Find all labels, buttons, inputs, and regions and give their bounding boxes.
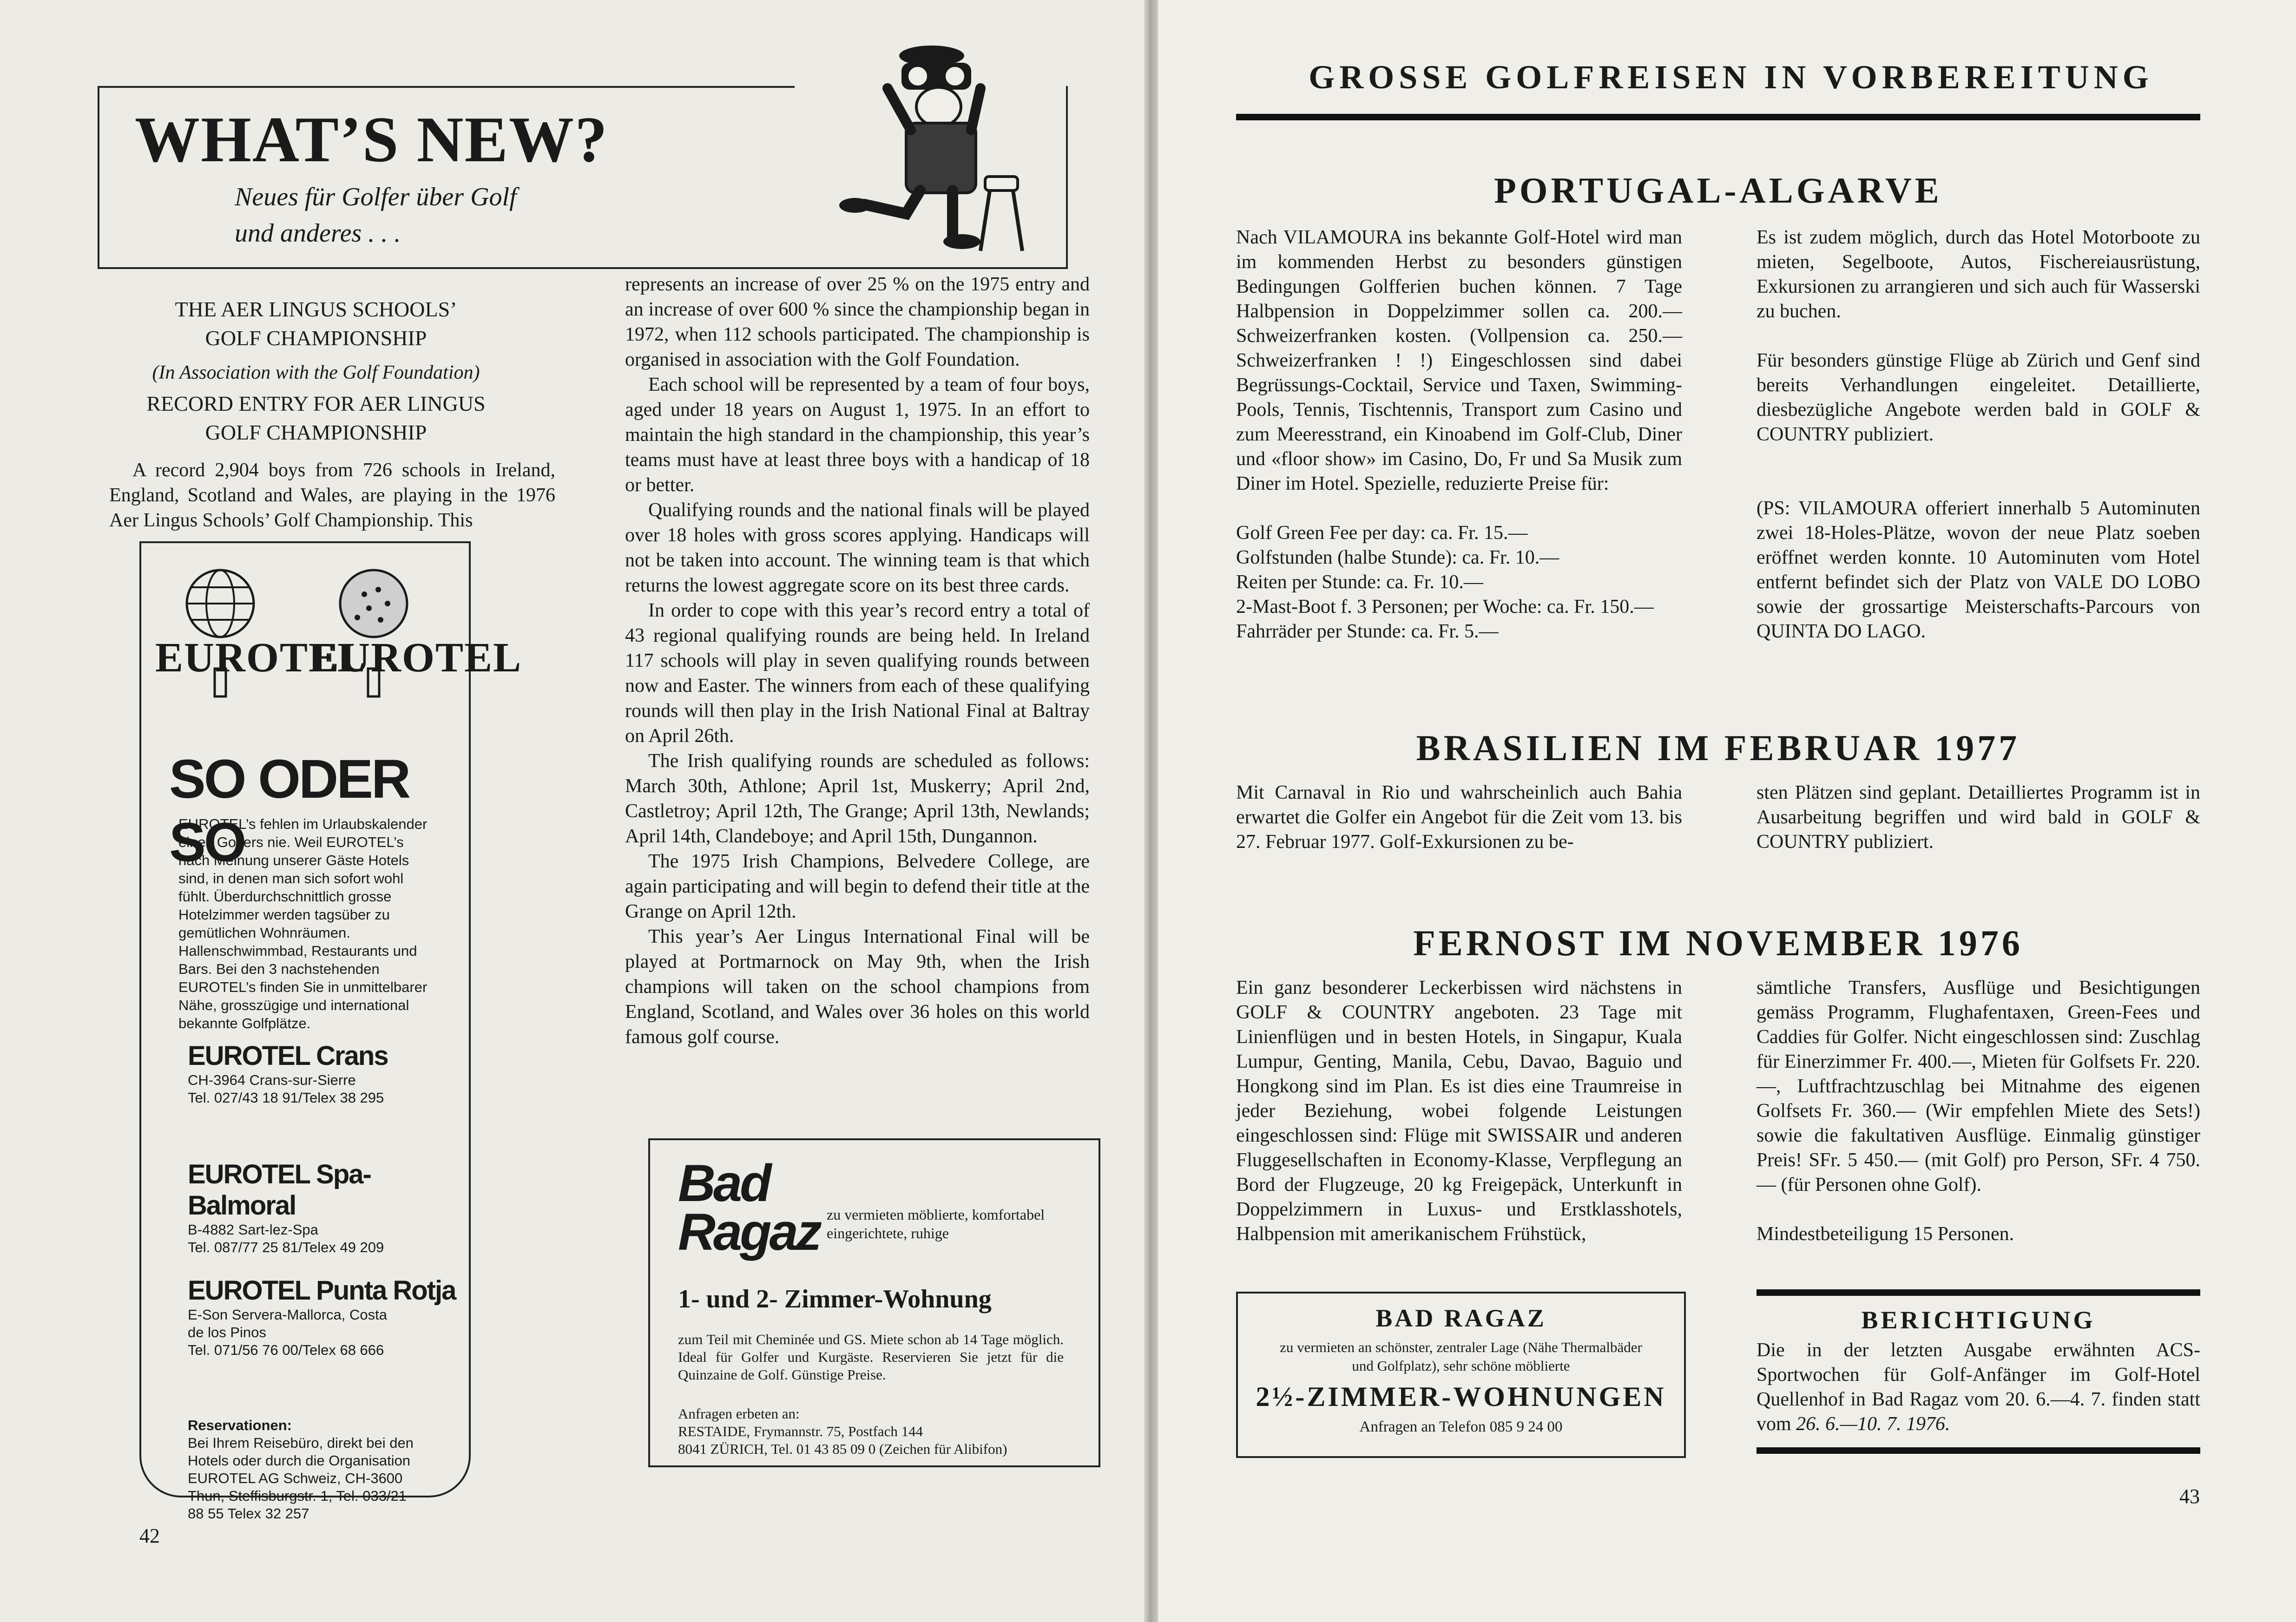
hotel-address: B-4882 Sart-lez-Spa [188,1221,318,1238]
title-rule [1236,114,2200,120]
article-paragraph: The 1975 Irish Champions, Belvedere College, are again participating and will begin to defend their title at the Grange on April 12th. [625,851,1090,922]
portugal-column-2 [1757,225,2200,644]
ragaz-contact: Anfragen an Telefon 085 9 24 00 [1359,1418,1563,1435]
portugal-paragraph: Es ist zudem möglich, durch das Hotel Motorboote zu mieten, Segelboote, Autos, Fischereiausrüstung, Exkursionen zu arrangieren und sich auch für Wasserski zu buchen. [1757,227,2200,322]
portugal-paragraph: Für besonders günstige Flüge ab Zürich und Genf sind bereits Verhandlungen eingeleitet. Detaillierte, diesbezügliche Angebote werden bald in GOLF & COUNTRY publiziert. [1757,350,2200,445]
fernost-column-1: Ein ganz besonderer Leckerbissen wird nächstens in GOLF & COUNTRY angeboten. 23 Tage mit Linienflügen und in besten Hotels, in Singapur, Kuala Lumpur, Genting, Manila, Cebu, Davao, Baguio und Hongkong sind im Plan. Es ist dies eine Traumreise in jeder Beziehung, wobei folgende Leistungen eingeschlossen sind: Flüge mit SWISSAIR und anderen Fluggesellschaften in Economy-Klasse, Verpflegung an Bord der Flugzeuge, 20 kg Freigepäck, Unterkunft in Doppelzimmern in Luxus- und Erstklasshotels, Halbpension mit amerikanischem Frühstück, [1236,977,1682,1245]
eurotel-reservations [188,1417,420,1523]
berichtigung-top-rule [1757,1289,2200,1296]
section-heading-brasilien: BRASILIEN IM FEBRUAR 1977 [1416,728,2020,768]
price-item: Golfstunden (halbe Stunde): ca. Fr. 10.— [1236,547,1559,568]
article-intro: A record 2,904 boys from 726 schools in Ireland, England, Scotland and Wales, are playing in the 1976 Aer Lingus Schools’ Golf Championship. This [109,460,555,531]
price-item: Fahrräder per Stunde: ca. Fr. 5.— [1236,621,1499,642]
contact-line: 8041 ZÜRICH, Tel. 01 43 85 09 0 (Zeichen für Alibifon) [678,1441,1007,1457]
bad-ragaz-ad-left [648,1138,1100,1467]
portugal-paragraph: (PS: VILAMOURA offeriert innerhalb 5 Autominuten zwei 18-Holes-Plätze, wovon der neue Platz soeben eröffnet werden konnte. 10 Autominuten vom Hotel entfernt befindet sich der Platz von VALE DO LOBO sowie der grossartige Meisterschafts-Parcours von QUINTA DO LAGO. [1757,498,2200,642]
article-paragraph: This year’s Aer Lingus International Final will be played at Portmarnock on May 9th, when the Irish champions will taken on the school champions from England, Scotland, and Wales over 36 holes on this world famous golf course. [625,926,1090,1048]
article-paragraph: Qualifying rounds and the national finals will be played over 18 holes with gross scores applying. Handicaps will not be taken into account. The winning team is that which returns the lowest aggregate score on its best three cards. [625,499,1090,596]
eurotel-hotel-punta-rotja [188,1275,456,1359]
berichtigung-title: BERICHTIGUNG [1861,1306,2096,1334]
brasilien-column-2: sten Plätzen sind geplant. Detailliertes Programm ist in Ausarbeitung begriffen und wird bald in GOLF & COUNTRY publiziert. [1757,782,2200,853]
article-subheading [139,389,493,447]
berichtigung-dates: 26. 6.—10. 7. 1976. [1796,1413,1950,1435]
berichtigung-bottom-rule [1757,1447,2200,1454]
left-page [0,0,1144,1622]
ragaz-body: zum Teil mit Cheminée und GS. Miete schon ab 14 Tage möglich. Ideal für Golfer und Kurgäste. Reservieren Sie jetzt für die Quinzaine de Golf. Günstige Preise. [678,1331,1064,1383]
fernost-text: sämtliche Transfers, Ausflüge und Besichtigungen gemäss Programm, Flughafentaxen, Green-Fees und Caddies für Golfer. Nicht eingeschlossen sind: Zuschlag für Einerzimmer Fr. 400.—, Mieten für Golfsets Fr. 220.—, Luftfrachtzuschlag bei Mitnahme des eigenen Golfsets Fr. 360.— (Wir empfehlen Miete des Sets!) sowie die fakultativen Ausflüge. Einmalig günstiger Preis! SFr. 5 450.— (mit Golf) pro Person, SFr. 4 750.— (für Personen ohne Golf). [1757,977,2200,1195]
section-heading-portugal: PORTUGAL-ALGARVE [1494,170,1942,210]
hotel-address: CH-3964 Crans-sur-Sierre [188,1072,356,1088]
page-number-right: 43 [2179,1485,2200,1508]
eurotel-logo-right: EUROTEL [311,635,522,681]
whats-new-subtitle [235,179,560,251]
eurotel-hotel-spa [188,1159,457,1256]
price-item: Golf Green Fee per day: ca. Fr. 15.— [1236,522,1528,544]
contact-line: RESTAIDE, Frymannstr. 75, Postfach 144 [678,1423,923,1439]
page-number-left: 42 [139,1524,160,1547]
right-page-title: GROSSE GOLFREISEN IN VORBEREITUNG [1309,59,2153,96]
berichtigung-body [1757,1338,2200,1437]
eurotel-logo-left: EUROTEL [155,635,367,681]
berichtigung-text: Die in der letzten Ausgabe erwähnten ACS-Sportwochen für Golf-Anfänger im Golf-Hotel Quellenhof in Bad Ragaz vom 20. 6.—4. 7. finden statt vom [1757,1340,2200,1435]
logo-line: Bad [678,1154,770,1212]
hotel-name: EUROTEL Punta Rotja [188,1275,456,1306]
ragaz-contact [678,1405,1078,1458]
book-gutter [1144,0,1158,1622]
article-paragraph: In order to cope with this year’s record entry a total of 43 regional qualifying rounds are being held. In Ireland 117 schools will play in seven qualifying rounds between now and Easter. The winners from each of these qualifying rounds will then play in the Irish National Final at Baltray on April 26th. [625,600,1090,747]
hotel-name: EUROTEL Crans [188,1041,388,1071]
hotel-name: EUROTEL Spa-Balmoral [188,1159,371,1221]
portugal-column-1 [1236,225,1682,644]
ragaz-title: BAD RAGAZ [1375,1304,1546,1332]
heading-line: GOLF CHAMPIONSHIP [205,326,427,350]
article-heading [139,295,493,387]
eurotel-headline: SO ODER SO [169,749,409,873]
eurotel-advertisement [139,541,522,1522]
hotel-address: E-Son Servera-Mallorca, Costa de los Pinos [188,1307,387,1340]
fernost-column-2 [1757,976,2200,1247]
price-item: Reiten per Stunde: ca. Fr. 10.— [1236,571,1483,593]
section-heading-fernost: FERNOST IM NOVEMBER 1976 [1413,923,2023,963]
whats-new-title: WHAT’S NEW? [135,104,608,176]
article-column-2 [625,272,1090,1050]
brasilien-column-1: Mit Carnaval in Rio und wahrscheinlich auch Bahia erwartet die Golfer ein Angebot für die Zeit vom 13. bis 27. Februar 1977. Golf-Exkursionen zu be- [1236,782,1682,853]
eurotel-hotel-crans [188,1040,457,1107]
hotel-phone: Tel. 087/77 25 81/Telex 49 209 [188,1239,384,1255]
reservations-text: Bei Ihrem Reisebüro, direkt bei den Hotels oder durch die Organisation EUROTEL AG Schweiz, CH-3600 Thun, Steffisburgstr. 1, Tel. 033/21 88 55 Telex 32 257 [188,1435,414,1522]
heading-note: (In Association with the Golf Foundation) [152,362,480,383]
eurotel-body: EUROTEL’s fehlen im Urlaubskalender eines Golfers nie. Weil EUROTEL’s nach Meinung unserer Gäste Hotels sind, in denen man sich sofort wohl fühlt. Überdurchschnittlich grosse Hotelzimmer werden tagsüber zu gemütlichen Wohnräumen. Hallenschwimmbad, Restaurants und Bars. Bei den 3 nachstehenden EUROTEL’s finden Sie in unmittelbarer Nähe, grosszügige und international bekannte Golfplätze. [178,816,428,1031]
article-paragraph: represents an increase of over 25 % on the 1975 entry and an increase of over 600 % since the championship began in 1972, when 112 schools participated. The championship is organised in association with the Golf Foundation. [625,274,1090,370]
portugal-text: Nach VILAMOURA ins bekannte Golf-Hotel wird man im kommenden Herbst zu besonders günstigen Bedingungen Golfferien buchen können. 7 Tage Halbpension in Doppelzimmer sollen ca. 200.— Schweizerfranken kosten. (Vollpension ca. 250.— Schweizerfranken ! !) Eingeschlossen sind dabei Begrüssungs-Cocktail, Service und Taxen, Swimming-Pools, Tennis, Tischtennis, Transport zum Casino und zum Meeresstrand, ein Kinoabend im Golf-Club, Diner und «floor show» im Casino, Do, Fr und Sa Musik zum Diner im Hotel. Spezielle, reduzierte Preise für: [1236,227,1682,494]
hotel-phone: Tel. 027/43 18 91/Telex 38 295 [188,1090,384,1106]
heading-line: GOLF CHAMPIONSHIP [205,420,427,444]
ragaz-text: zu vermieten an schönster, zentraler Lage (Nähe Thermalbäder und Golfplatz), sehr schöne möblierte [1280,1339,1642,1374]
bad-ragaz-ad-right [1236,1292,1686,1458]
golfer-binoculars-illustration [836,37,1078,256]
fernost-note: Mindestbeteiligung 15 Personen. [1757,1223,2014,1245]
bad-ragaz-logo [678,1154,820,1261]
logo-line: Ragaz [678,1203,820,1261]
subtitle-line: Neues für Golfer über Golf [235,183,517,211]
heading-line: RECORD ENTRY FOR AER LINGUS [146,392,486,415]
subtitle-line: und anderes . . . [235,219,401,248]
heading-line: THE AER LINGUS SCHOOLS’ [175,297,457,321]
reservations-title: Reservationen: [188,1417,292,1433]
article-paragraph: Each school will be represented by a team of four boys, aged under 18 years on August 1, 1975. In an effort to maintain the high standard in the championship, this year’s teams must have at least three boys with a handicap of 18 or better. [625,374,1090,496]
price-item: 2-Mast-Boot f. 3 Personen; per Woche: ca. Fr. 150.— [1236,596,1654,617]
ragaz-headline: 2½-ZIMMER-WOHNUNGEN [1256,1381,1666,1412]
ragaz-side-text: zu vermieten möblierte, komfortabel eingerichtete, ruhige [827,1206,1045,1241]
article-paragraph: The Irish qualifying rounds are scheduled as follows: March 30th, Athlone; April 1st, Muskerry; April 2nd, Castletroy; April 12th, The Grange; April 13th, Newlands; April 14th, Clandeboye; and April 15th, Dungannon. [625,750,1090,847]
hotel-phone: Tel. 071/56 76 00/Telex 68 666 [188,1342,384,1358]
ragaz-headline: 1- und 2- Zimmer-Wohnung [678,1285,992,1313]
portugal-price-list [1236,521,1682,644]
contact-label: Anfragen erbeten an: [678,1405,800,1422]
